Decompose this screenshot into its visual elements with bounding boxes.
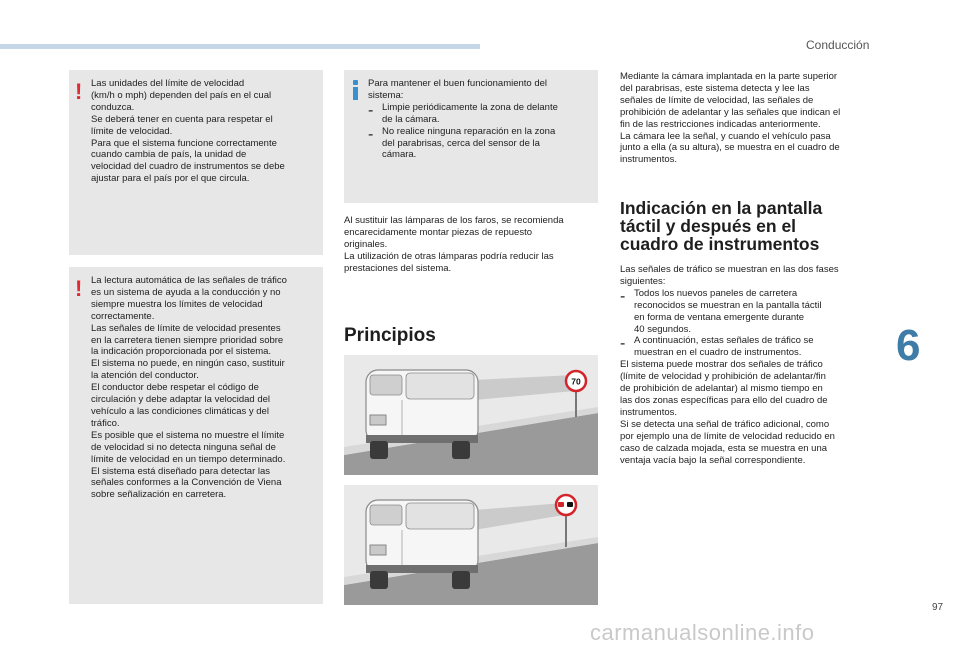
- header-bar: [0, 44, 480, 49]
- text-line: por ejemplo una de límite de velocidad reducido en: [620, 430, 835, 442]
- phases-text: [620, 264, 882, 466]
- text-line: Las señales de tráfico se muestran en las dos fases: [620, 264, 839, 275]
- text-line: fin de las restricciones indicadas anteriormente.: [620, 118, 821, 130]
- camera-paragraph: [620, 71, 880, 166]
- text-line: El sistema está diseñado para detectar las: [91, 465, 271, 477]
- list-item: - Limpie periódicamente la zona de delante de la cámara.: [368, 102, 594, 126]
- text-line: El conductor debe respetar el código de: [91, 382, 259, 394]
- text-line: vehículo a las condiciones climáticas y del: [91, 405, 269, 417]
- text-line: cuando cambia de país, la unidad de: [91, 149, 247, 161]
- text-line: Las señales de límite de velocidad presentes: [91, 322, 281, 334]
- text-line: siguientes:: [620, 275, 666, 287]
- text-line: prohibición de adelantar y las señales que indican el: [620, 106, 841, 118]
- text-line: caso de calzada mojada, esta se muestra en una: [620, 442, 828, 454]
- text-line: La lectura automática de las señales de tráfico: [91, 275, 287, 286]
- text-line: conduzca.: [91, 101, 135, 113]
- list-item: - Todos los nuevos paneles de carretera reconocidos se muestran en la pantalla táctil en forma de ventana emergente durante 40 segundos.: [620, 288, 882, 336]
- text-line: 40 segundos.: [634, 323, 692, 335]
- info-icon: [352, 80, 359, 100]
- text-line: instrumentos.: [620, 406, 678, 418]
- text-line: tráfico.: [91, 417, 120, 429]
- heading-line: cuadro de instrumentos: [620, 234, 820, 254]
- text-line: del parabrisas, este sistema detecta y lee las: [620, 82, 810, 94]
- text-line: Las unidades del límite de velocidad: [91, 78, 245, 89]
- text-line: (km/h o mph) dependen del país en el cual: [91, 89, 272, 101]
- text-line: sobre señalización en carretera.: [91, 489, 227, 501]
- text-line: señales de límite de velocidad, las señales de: [620, 94, 814, 106]
- text-line: de la cámara.: [382, 113, 440, 125]
- text-line: en forma de ventana emergente durante: [634, 311, 805, 323]
- text-line: El sistema no puede, en ningún caso, sustituir: [91, 358, 285, 370]
- text-line: de prohibición de adelantar) al mismo tiempo en: [620, 383, 823, 395]
- text-line: sistema:: [368, 89, 404, 101]
- text-line: ajustar para el país por el que circula.: [91, 173, 250, 185]
- text-line: La cámara lee la señal, y cuando el vehículo pasa: [620, 130, 831, 142]
- page-number: 97: [932, 602, 944, 613]
- section-heading-principles: Principios: [344, 325, 436, 346]
- text-line: A continuación, estas señales de tráfico se: [634, 335, 814, 347]
- text-line: El sistema puede mostrar dos señales de tráfico: [620, 359, 823, 371]
- text-line: correctamente.: [91, 310, 155, 322]
- text-line: de velocidad si no detecta ninguna señal de: [91, 441, 276, 453]
- text-line: siempre muestra los límites de velocidad: [91, 298, 263, 310]
- text-line: la atención del conductor.: [91, 370, 199, 382]
- van-speed-sign-illustration: [344, 355, 598, 475]
- chapter-number: 6: [896, 321, 921, 370]
- text-line: cámara.: [382, 149, 417, 161]
- lamps-paragraph: [344, 215, 600, 275]
- section-heading-display: [620, 199, 890, 253]
- text-line: velocidad del cuadro de instrumentos se debe: [91, 161, 285, 173]
- text-line: Se deberá tener en cuenta para respetar el: [91, 113, 273, 125]
- text-line: Limpie periódicamente la zona de delante: [382, 101, 558, 113]
- text-line: encarecidamente montar piezas de repuesto: [344, 226, 533, 238]
- text-line: junto a ella (a su altura), se muestra en el cuadro de: [620, 142, 840, 154]
- text-line: límite de velocidad en un tiempo determinado.: [91, 453, 286, 465]
- heading-line: Indicación en la pantalla: [620, 198, 823, 218]
- text-line: del parabrisas, cerca del sensor de la: [382, 137, 540, 149]
- text-line: No realice ninguna reparación en la zona: [382, 125, 556, 137]
- text-line: (límite de velocidad y prohibición de adelantar/fin: [620, 371, 826, 383]
- text-line: Para que el sistema funcione correctamente: [91, 137, 277, 149]
- text-line: ventaja vacía bajo la señal correspondiente.: [620, 454, 806, 466]
- text-line: prestaciones del sistema.: [344, 262, 452, 274]
- van-scene: [344, 485, 598, 605]
- van-no-overtaking-illustration: [344, 485, 598, 605]
- text-line: señales conformes a la Convención de Viena: [91, 477, 282, 489]
- section-title: Conducción: [806, 38, 870, 52]
- warning-icon: !: [75, 79, 83, 104]
- heading-line: táctil y después en el: [620, 216, 797, 236]
- text-line: Al sustituir las lámparas de los faros, se recomienda: [344, 215, 564, 226]
- text-line: muestran en el cuadro de instrumentos.: [634, 347, 802, 359]
- text-line: las dos zonas específicas para ello del cuadro de: [620, 394, 828, 406]
- text-line: instrumentos.: [620, 154, 678, 166]
- sign-70-label: 70: [571, 376, 581, 387]
- warning-icon: !: [75, 276, 83, 301]
- text-line: La utilización de otras lámparas podría reducir las: [344, 250, 554, 262]
- text-line: reconocidos se muestran en la pantalla táctil: [634, 299, 822, 311]
- text-line: la indicación proporcionada por el sistema.: [91, 346, 272, 358]
- text-line: es un sistema de ayuda a la conducción y no: [91, 286, 281, 298]
- warning-box-units: [69, 70, 323, 255]
- info-box-maintenance: [344, 70, 598, 203]
- van-scene: [344, 355, 598, 475]
- text-line: Todos los nuevos paneles de carretera: [634, 287, 798, 299]
- list-item: - No realice ninguna reparación en la zona del parabrisas, cerca del sensor de la cámara.: [368, 126, 594, 162]
- text-line: Mediante la cámara implantada en la parte superior: [620, 71, 838, 82]
- text-line: Si se detecta una señal de tráfico adicional, como: [620, 418, 830, 430]
- list-item: - A continuación, estas señales de tráfico se muestran en el cuadro de instrumentos.: [620, 335, 882, 359]
- text-line: límite de velocidad.: [91, 125, 173, 137]
- watermark: carmanualsonline.info: [590, 620, 815, 645]
- no-overtaking-sign-icon: [556, 495, 576, 515]
- text-line: Es posible que el sistema no muestre el límite: [91, 429, 285, 441]
- text-line: originales.: [344, 238, 388, 250]
- text-line: Para mantener el buen funcionamiento del: [368, 78, 548, 89]
- text-line: circulación y debe adaptar la velocidad del: [91, 394, 271, 406]
- text-line: en la carretera tienen siempre prioridad sobre: [91, 334, 284, 346]
- warning-box-recognition: [69, 267, 323, 604]
